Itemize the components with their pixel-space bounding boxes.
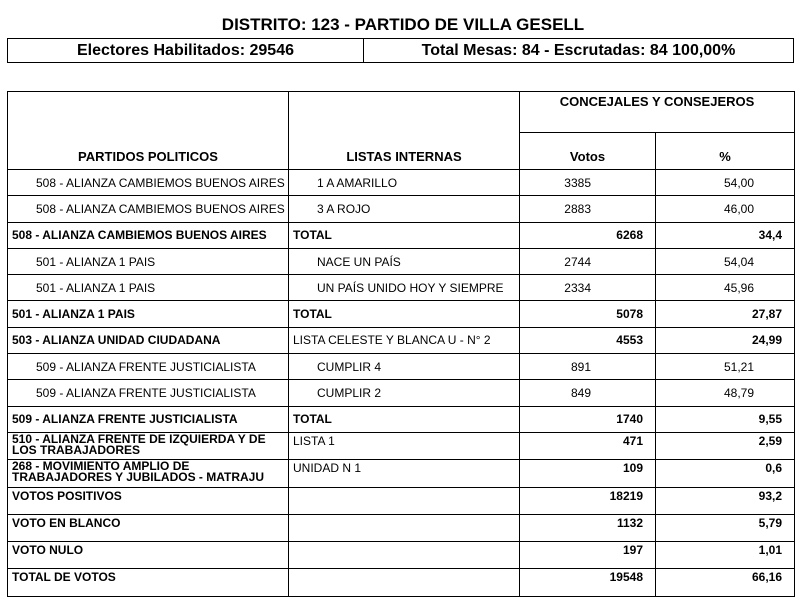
pct-cell: 24,99 — [656, 327, 795, 353]
pct-cell: 48,79 — [656, 380, 795, 406]
header-votos: Votos — [520, 133, 656, 170]
table-row — [8, 248, 795, 274]
lista-cell: CUMPLIR 2 — [289, 380, 520, 406]
votos-cell: 5078 — [520, 301, 656, 327]
pct-cell: 2,59 — [656, 432, 795, 459]
partido-cell: 509 - ALIANZA FRENTE JUSTICIALISTA — [8, 380, 289, 406]
lista-cell: NACE UN PAÍS — [289, 248, 520, 274]
pct-cell: 51,21 — [656, 354, 795, 380]
pct-cell: 9,55 — [656, 406, 795, 432]
lista-cell — [289, 487, 520, 514]
pct-cell: 5,79 — [656, 514, 795, 541]
lista-cell — [289, 569, 520, 596]
header-pct: % — [656, 133, 795, 170]
electores-habilitados: Electores Habilitados: 29546 — [8, 39, 364, 62]
partido-cell: 501 - ALIANZA 1 PAIS — [8, 248, 289, 274]
votos-cell: 1740 — [520, 406, 656, 432]
partido-cell: VOTOS POSITIVOS — [8, 487, 289, 514]
table-row-summary — [8, 514, 795, 541]
pct-cell: 54,04 — [656, 248, 795, 274]
partido-cell: 508 - ALIANZA CAMBIEMOS BUENOS AIRES — [8, 170, 289, 196]
partido-cell: 508 - ALIANZA CAMBIEMOS BUENOS AIRES — [8, 196, 289, 222]
votos-cell: 471 — [520, 432, 656, 459]
table-row — [8, 327, 795, 353]
partido-cell: 508 - ALIANZA CAMBIEMOS BUENOS AIRES — [8, 222, 289, 248]
votos-cell: 2883 — [520, 196, 656, 222]
lista-cell — [289, 514, 520, 541]
header-listas: LISTAS INTERNAS — [289, 92, 520, 170]
partido-cell: 503 - ALIANZA UNIDAD CIUDADANA — [8, 327, 289, 353]
table-row — [8, 196, 795, 222]
lista-cell: LISTA CELESTE Y BLANCA U - N° 2 — [289, 327, 520, 353]
table-row — [8, 354, 795, 380]
pct-cell: 54,00 — [656, 170, 795, 196]
partido-cell: 501 - ALIANZA 1 PAIS — [8, 275, 289, 301]
table-row — [8, 460, 795, 487]
partido-cell: TOTAL DE VOTOS — [8, 569, 289, 596]
table-row-total — [8, 406, 795, 432]
table-row — [8, 380, 795, 406]
table-row — [8, 275, 795, 301]
partido-cell: 501 - ALIANZA 1 PAIS — [8, 301, 289, 327]
votos-cell: 2334 — [520, 275, 656, 301]
votos-cell: 2744 — [520, 248, 656, 274]
table-row — [8, 432, 795, 459]
votos-cell: 19548 — [520, 569, 656, 596]
lista-cell: CUMPLIR 4 — [289, 354, 520, 380]
table-row-summary — [8, 487, 795, 514]
lista-cell: LISTA 1 — [289, 432, 520, 459]
summary-box — [7, 38, 794, 63]
table-row-summary — [8, 569, 795, 596]
lista-cell: 3 A ROJO — [289, 196, 520, 222]
partido-cell: VOTO NULO — [8, 542, 289, 569]
lista-cell: TOTAL — [289, 301, 520, 327]
table-row-total — [8, 222, 795, 248]
partido-cell: 510 - ALIANZA FRENTE DE IZQUIERDA Y DE LOS TRABAJADORES — [8, 432, 289, 459]
partido-cell: 509 - ALIANZA FRENTE JUSTICIALISTA — [8, 354, 289, 380]
table-row-summary — [8, 542, 795, 569]
pct-cell: 27,87 — [656, 301, 795, 327]
mesas-escrutadas: Total Mesas: 84 - Escrutadas: 84 100,00% — [421, 42, 736, 59]
lista-cell: TOTAL — [289, 406, 520, 432]
votos-cell: 3385 — [520, 170, 656, 196]
pct-cell: 34,4 — [656, 222, 795, 248]
lista-cell: UN PAÍS UNIDO HOY Y SIEMPRE — [289, 275, 520, 301]
header-concejales: CONCEJALES Y CONSEJEROS — [520, 92, 795, 133]
pct-cell: 66,16 — [656, 569, 795, 596]
partido-cell: 268 - MOVIMIENTO AMPLIO DE TRABAJADORES Y JUBILADOS - MATRAJU — [8, 460, 289, 487]
votos-cell: 6268 — [520, 222, 656, 248]
lista-cell: TOTAL — [289, 222, 520, 248]
pct-cell: 45,96 — [656, 275, 795, 301]
votos-cell: 891 — [520, 354, 656, 380]
pct-cell: 0,6 — [656, 460, 795, 487]
district-title: DISTRITO: 123 - PARTIDO DE VILLA GESELL — [221, 15, 585, 34]
pct-cell: 46,00 — [656, 196, 795, 222]
lista-cell: UNIDAD N 1 — [289, 460, 520, 487]
partido-cell: 509 - ALIANZA FRENTE JUSTICIALISTA — [8, 406, 289, 432]
lista-cell: 1 A AMARILLO — [289, 170, 520, 196]
votos-cell: 4553 — [520, 327, 656, 353]
pct-cell: 93,2 — [656, 487, 795, 514]
results-table — [7, 91, 795, 597]
votos-cell: 18219 — [520, 487, 656, 514]
table-row-total — [8, 301, 795, 327]
header-partidos: PARTIDOS POLITICOS — [8, 92, 289, 170]
lista-cell — [289, 542, 520, 569]
votos-cell: 1132 — [520, 514, 656, 541]
votos-cell: 849 — [520, 380, 656, 406]
table-row — [8, 170, 795, 196]
votos-cell: 109 — [520, 460, 656, 487]
pct-cell: 1,01 — [656, 542, 795, 569]
partido-cell: VOTO EN BLANCO — [8, 514, 289, 541]
votos-cell: 197 — [520, 542, 656, 569]
